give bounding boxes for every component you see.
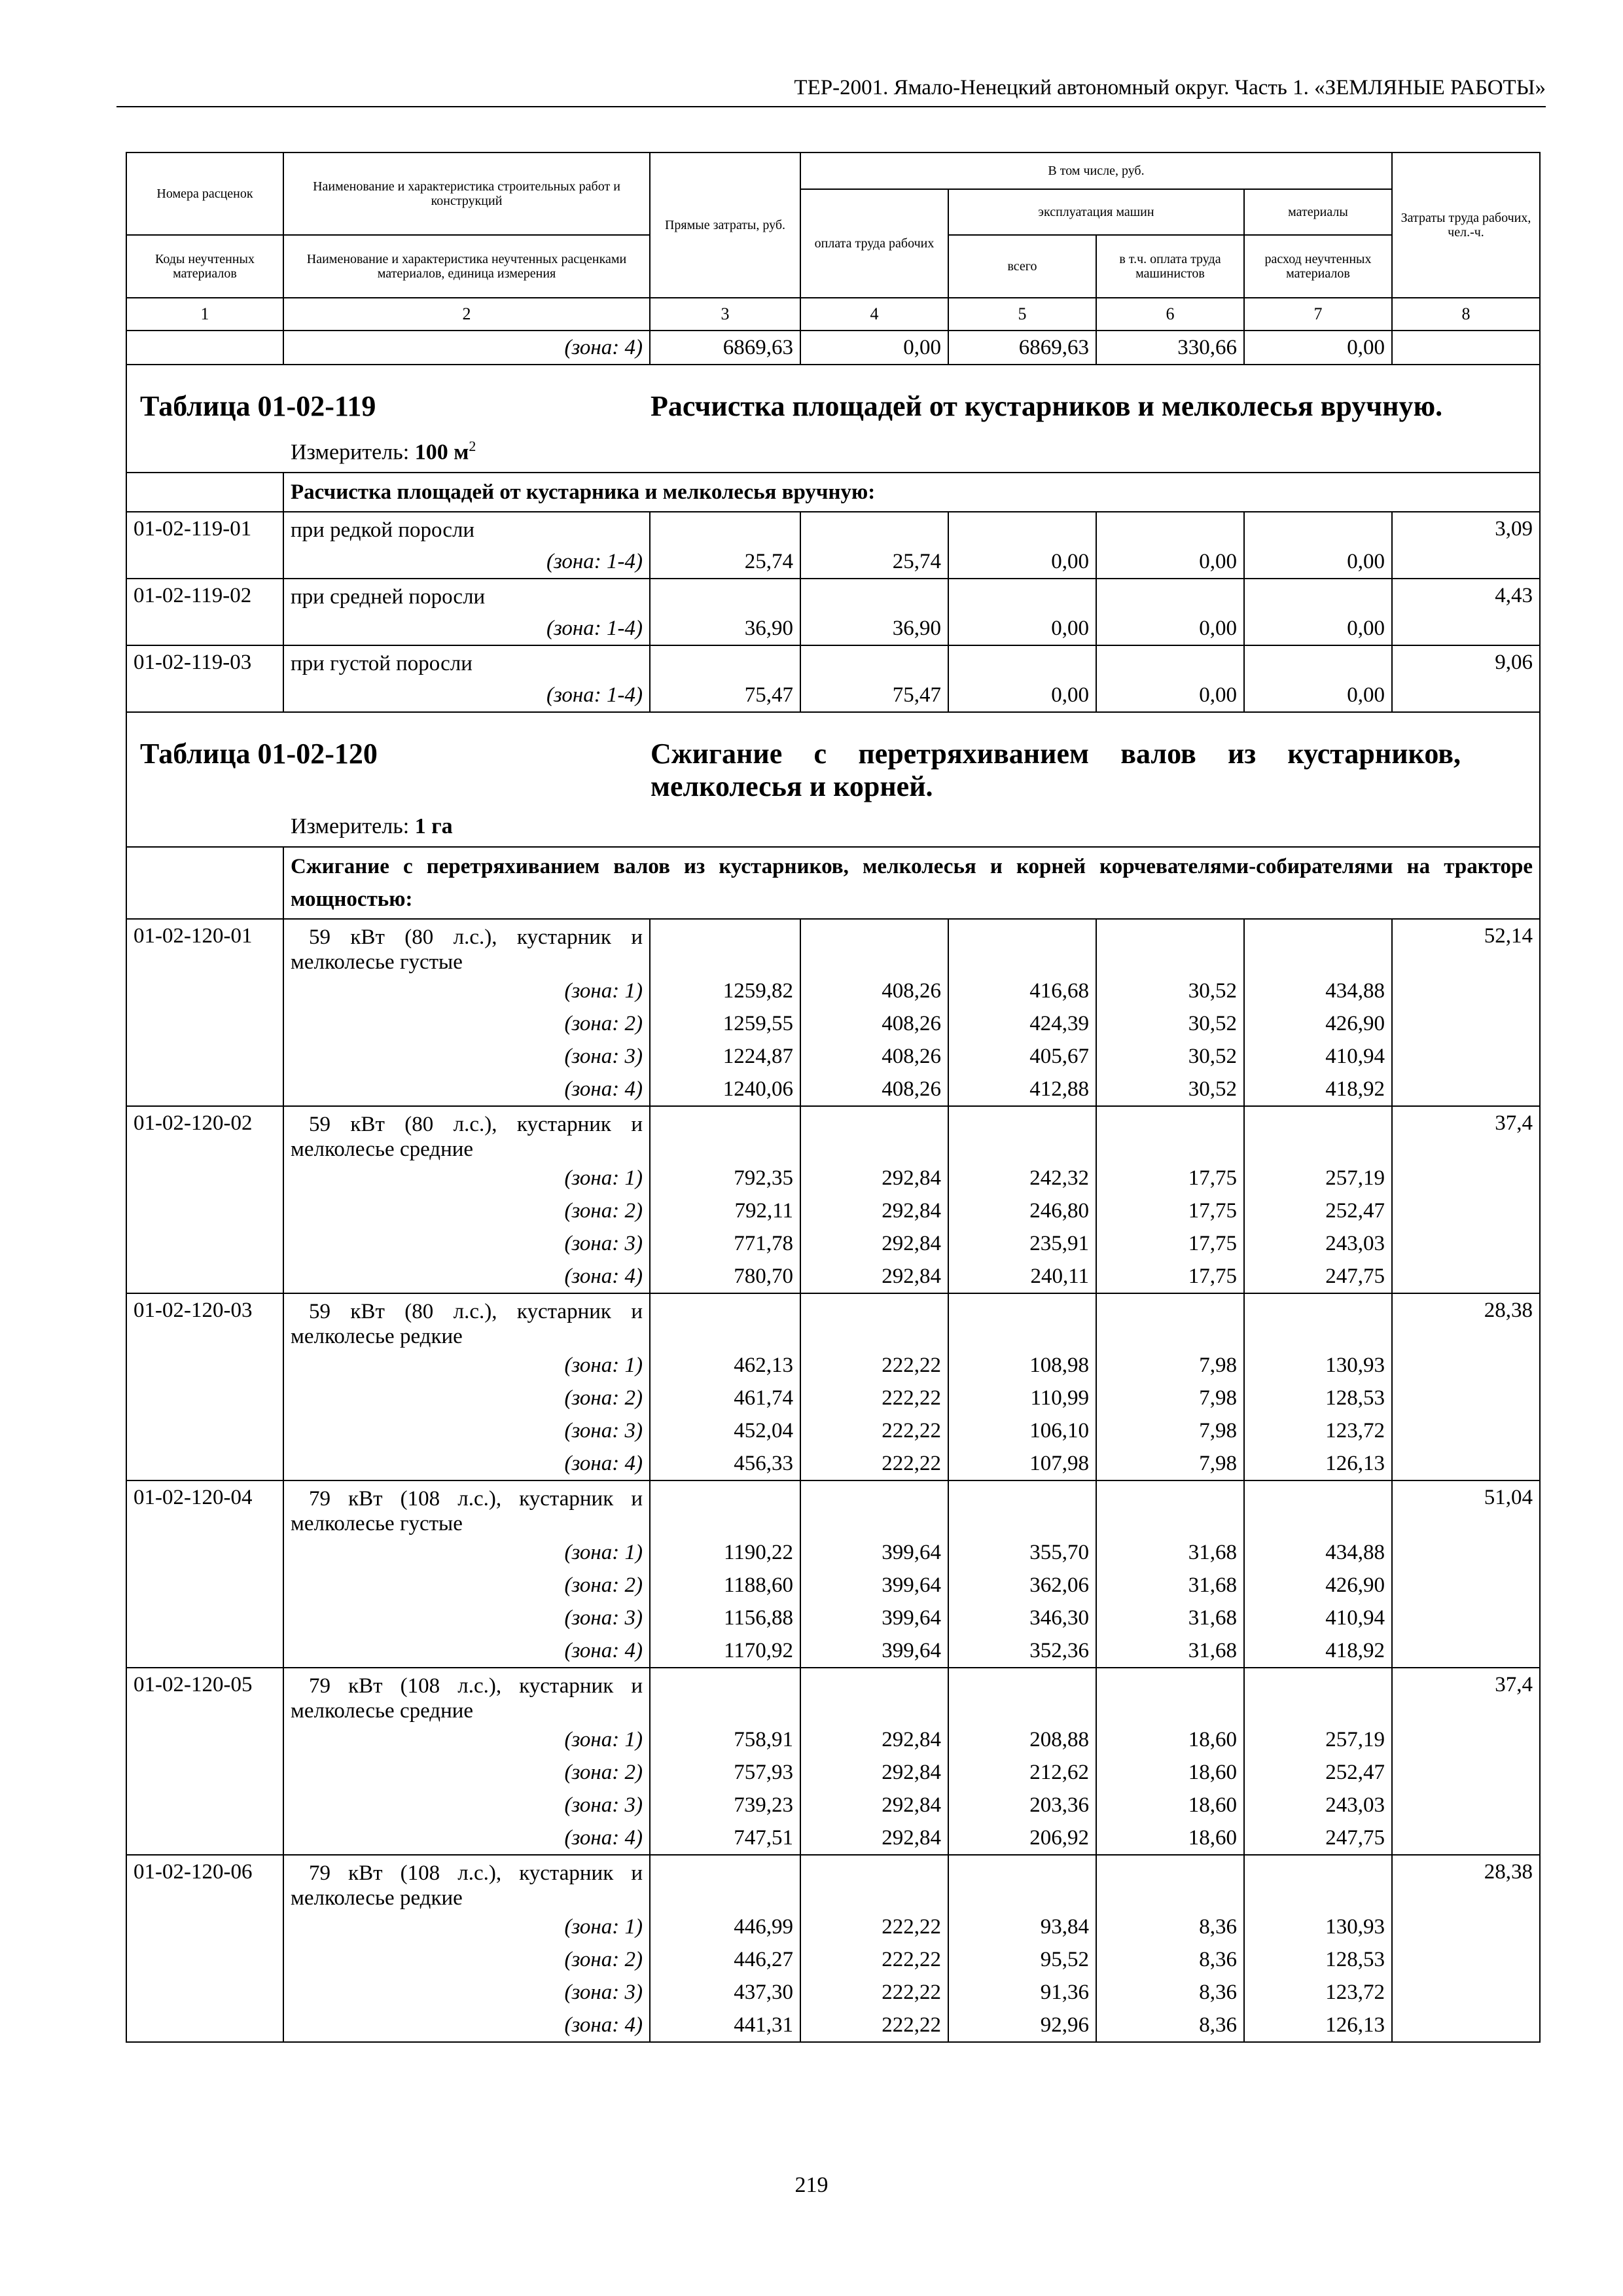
wages-cost: 408,26: [800, 1007, 948, 1040]
zone-label: (зона: 2): [283, 1756, 650, 1789]
machines-cost: 346,30: [948, 1602, 1096, 1634]
wages-cost: 292,84: [800, 1162, 948, 1194]
column-number: 6: [1096, 298, 1244, 331]
direct-cost: 1240,06: [650, 1073, 800, 1106]
zone-row: [126, 1569, 1540, 1602]
machines-cost: 6869,63: [948, 331, 1096, 365]
materials-cost: 247,75: [1244, 1260, 1392, 1293]
machinist-wages: 30,52: [1096, 1040, 1244, 1073]
labor-cost: 37,4: [1392, 1668, 1540, 1723]
materials-cost: 123,72: [1244, 1414, 1392, 1447]
direct-cost: 446,99: [650, 1910, 800, 1943]
machines-cost: 93,84: [948, 1910, 1096, 1943]
section-row: [126, 473, 1540, 512]
machines-cost: 0,00: [948, 612, 1096, 645]
machinist-wages: 7,98: [1096, 1414, 1244, 1447]
wages-cost: 292,84: [800, 1821, 948, 1855]
zone-label: (зона: 3): [283, 1227, 650, 1260]
zone-label: (зона: 1): [283, 1536, 650, 1569]
section-title: Сжигание с перетряхиванием валов из кустарников, мелколесья и корней корчевателями-собирателями на тракторе мощностью:: [283, 847, 1540, 919]
materials-cost: 243,03: [1244, 1789, 1392, 1821]
zone-row: [126, 1040, 1540, 1073]
col-header-machinist-wages: в т.ч. оплата труда машинистов: [1096, 235, 1244, 298]
machinist-wages: 18,60: [1096, 1789, 1244, 1821]
machinist-wages: 18,60: [1096, 1756, 1244, 1789]
machines-cost: 106,10: [948, 1414, 1096, 1447]
table-row: [126, 579, 1540, 612]
measure-value: 1 га: [414, 814, 453, 839]
wages-cost: 399,64: [800, 1536, 948, 1569]
zone-row: [126, 1073, 1540, 1106]
measure-label: Измеритель:: [291, 440, 410, 465]
machines-cost: 405,67: [948, 1040, 1096, 1073]
machinist-wages: 17,75: [1096, 1194, 1244, 1227]
machines-cost: 0,00: [948, 679, 1096, 712]
zone-label: (зона: 2): [283, 1194, 650, 1227]
table-row: [126, 1668, 1540, 1723]
materials-cost: 410,94: [1244, 1602, 1392, 1634]
column-number: 7: [1244, 298, 1392, 331]
measure-label: Измеритель:: [291, 814, 410, 839]
direct-cost: 1188,60: [650, 1569, 800, 1602]
direct-cost: 437,30: [650, 1976, 800, 2009]
machinist-wages: 18,60: [1096, 1821, 1244, 1855]
zone-row: [126, 1194, 1540, 1227]
zone-row: [126, 545, 1540, 579]
work-name: при редкой поросли: [283, 512, 650, 545]
running-title: ТЕР-2001. Ямало-Ненецкий автономный округ. Часть 1. «ЗЕМЛЯНЫЕ РАБОТЫ»: [794, 76, 1546, 99]
wages-cost: 292,84: [800, 1227, 948, 1260]
wages-cost: 399,64: [800, 1634, 948, 1668]
zone-row: [126, 679, 1540, 712]
materials-cost: 247,75: [1244, 1821, 1392, 1855]
machinist-wages: 30,52: [1096, 975, 1244, 1007]
zone-row: [126, 1447, 1540, 1480]
zone-label: (зона: 1-4): [283, 612, 650, 645]
column-number: 4: [800, 298, 948, 331]
work-name: при средней поросли: [283, 579, 650, 612]
work-name: 79 кВт (108 л.с.), кустарник и мелколесье редкие: [283, 1855, 650, 1910]
zone-label: (зона: 4): [283, 1447, 650, 1480]
direct-cost: 757,93: [650, 1756, 800, 1789]
col-header-name: Наименование и характеристика строительных работ и конструкций: [283, 152, 650, 235]
wages-cost: 292,84: [800, 1789, 948, 1821]
machinist-wages: 30,52: [1096, 1073, 1244, 1106]
machinist-wages: 17,75: [1096, 1227, 1244, 1260]
machinist-wages: 31,68: [1096, 1569, 1244, 1602]
table-119-heading-row: [126, 365, 1540, 473]
wages-cost: 222,22: [800, 1447, 948, 1480]
col-header-labor: Затраты труда рабочих, чел.-ч.: [1392, 152, 1540, 298]
materials-cost: 128,53: [1244, 1382, 1392, 1414]
zone-label: (зона: 2): [283, 1382, 650, 1414]
column-number: 1: [126, 298, 283, 331]
carry-row: [126, 331, 1540, 365]
wages-cost: 222,22: [800, 1943, 948, 1976]
zone-row: [126, 1723, 1540, 1756]
direct-cost: 747,51: [650, 1821, 800, 1855]
work-name: 79 кВт (108 л.с.), кустарник и мелколесье густые: [283, 1480, 650, 1536]
col-header-machines: эксплуатация машин: [948, 189, 1244, 235]
direct-cost: 792,35: [650, 1162, 800, 1194]
direct-cost: 462,13: [650, 1349, 800, 1382]
table-row: [126, 1106, 1540, 1162]
materials-cost: 0,00: [1244, 679, 1392, 712]
column-number: 3: [650, 298, 800, 331]
direct-cost: 456,33: [650, 1447, 800, 1480]
table-title: Расчистка площадей от кустарников и мелколесья вручную.: [651, 390, 1443, 422]
zone-row: [126, 1756, 1540, 1789]
wages-cost: 25,74: [800, 545, 948, 579]
wages-cost: 0,00: [800, 331, 948, 365]
work-name: 59 кВт (80 л.с.), кустарник и мелколесье редкие: [283, 1293, 650, 1349]
measure-value: 100 м: [414, 440, 469, 465]
materials-cost: 418,92: [1244, 1634, 1392, 1668]
materials-cost: 434,88: [1244, 1536, 1392, 1569]
zone-row: [126, 2009, 1540, 2042]
machinist-wages: 0,00: [1096, 679, 1244, 712]
col-header-num: Номера расценок: [126, 152, 283, 235]
wages-cost: 408,26: [800, 1040, 948, 1073]
materials-cost: 128,53: [1244, 1943, 1392, 1976]
zone-label: (зона: 1): [283, 975, 650, 1007]
machines-cost: 110,99: [948, 1382, 1096, 1414]
materials-cost: 0,00: [1244, 331, 1392, 365]
machinist-wages: 18,60: [1096, 1723, 1244, 1756]
zone-row: [126, 1943, 1540, 1976]
rate-code: 01-02-119-02: [126, 579, 283, 612]
machines-cost: 203,36: [948, 1789, 1096, 1821]
machines-cost: 362,06: [948, 1569, 1096, 1602]
zone-label: (зона: 3): [283, 1414, 650, 1447]
rate-code: 01-02-120-01: [126, 919, 283, 975]
machinist-wages: 31,68: [1096, 1536, 1244, 1569]
zone-row: [126, 1910, 1540, 1943]
zone-label: (зона: 1): [283, 1910, 650, 1943]
machines-cost: 355,70: [948, 1536, 1096, 1569]
zone-row: [126, 1634, 1540, 1668]
rate-code: 01-02-120-04: [126, 1480, 283, 1536]
direct-cost: 758,91: [650, 1723, 800, 1756]
zone-row: [126, 1162, 1540, 1194]
measure-unit: [291, 812, 1526, 841]
machines-cost: 424,39: [948, 1007, 1096, 1040]
zone-label: (зона: 1): [283, 1162, 650, 1194]
labor-cost: 37,4: [1392, 1106, 1540, 1162]
machinist-wages: 8,36: [1096, 1943, 1244, 1976]
zone-row: [126, 975, 1540, 1007]
direct-cost: 739,23: [650, 1789, 800, 1821]
col-header-codes: Коды неучтенных материалов: [126, 235, 283, 298]
rates-table: [126, 152, 1541, 2043]
rate-code: 01-02-120-06: [126, 1855, 283, 1910]
machinist-wages: 0,00: [1096, 612, 1244, 645]
machinist-wages: 30,52: [1096, 1007, 1244, 1040]
machines-cost: 107,98: [948, 1447, 1096, 1480]
machinist-wages: 0,00: [1096, 545, 1244, 579]
zone-row: [126, 1789, 1540, 1821]
zone-row: [126, 1227, 1540, 1260]
wages-cost: 399,64: [800, 1569, 948, 1602]
direct-cost: 1259,82: [650, 975, 800, 1007]
zone-label: (зона: 4): [283, 1634, 650, 1668]
machines-cost: 92,96: [948, 2009, 1096, 2042]
materials-cost: 257,19: [1244, 1162, 1392, 1194]
zone-row: [126, 612, 1540, 645]
materials-cost: 426,90: [1244, 1007, 1392, 1040]
machinist-wages: 8,36: [1096, 2009, 1244, 2042]
page-number: 219: [794, 2173, 829, 2197]
col-header-materials: материалы: [1244, 189, 1392, 235]
rate-code: 01-02-119-01: [126, 512, 283, 545]
zone-label: (зона: 3): [283, 1602, 650, 1634]
wages-cost: 222,22: [800, 1349, 948, 1382]
direct-cost: 441,31: [650, 2009, 800, 2042]
zone-label: (зона: 1-4): [283, 679, 650, 712]
table-number: Таблица 01-02-119: [140, 390, 376, 422]
direct-cost: 36,90: [650, 612, 800, 645]
machinist-wages: 8,36: [1096, 1910, 1244, 1943]
machines-cost: 91,36: [948, 1976, 1096, 2009]
materials-cost: 410,94: [1244, 1040, 1392, 1073]
wages-cost: 399,64: [800, 1602, 948, 1634]
materials-cost: 257,19: [1244, 1723, 1392, 1756]
direct-cost: 75,47: [650, 679, 800, 712]
table-row: [126, 645, 1540, 679]
machinist-wages: 330,66: [1096, 331, 1244, 365]
direct-cost: 452,04: [650, 1414, 800, 1447]
wages-cost: 222,22: [800, 1382, 948, 1414]
column-numbers-row: [126, 298, 1540, 331]
table-row: [126, 919, 1540, 975]
materials-cost: 434,88: [1244, 975, 1392, 1007]
machinist-wages: 7,98: [1096, 1447, 1244, 1480]
zone-label: (зона: 4): [283, 1821, 650, 1855]
machines-cost: 206,92: [948, 1821, 1096, 1855]
materials-cost: 252,47: [1244, 1194, 1392, 1227]
direct-cost: 1259,55: [650, 1007, 800, 1040]
machinist-wages: 17,75: [1096, 1260, 1244, 1293]
wages-cost: 292,84: [800, 1194, 948, 1227]
zone-label: (зона: 1): [283, 1349, 650, 1382]
direct-cost: 461,74: [650, 1382, 800, 1414]
machinist-wages: 31,68: [1096, 1634, 1244, 1668]
section-title: Расчистка площадей от кустарника и мелколесья вручную:: [283, 473, 1540, 512]
wages-cost: 408,26: [800, 1073, 948, 1106]
materials-cost: 126,13: [1244, 1447, 1392, 1480]
zone-label: (зона: 1-4): [283, 545, 650, 579]
wages-cost: 75,47: [800, 679, 948, 712]
materials-cost: 130,93: [1244, 1910, 1392, 1943]
col-header-wages: оплата труда рабочих: [800, 189, 948, 298]
materials-cost: 126,13: [1244, 2009, 1392, 2042]
zone-label: (зона: 1): [283, 1723, 650, 1756]
zone-row: [126, 1602, 1540, 1634]
column-number: 2: [283, 298, 650, 331]
zone-row: [126, 1976, 1540, 2009]
labor-cost: 52,14: [1392, 919, 1540, 975]
wages-cost: 222,22: [800, 1414, 948, 1447]
zone-row: [126, 1349, 1540, 1382]
col-header-including: В том числе, руб.: [800, 152, 1392, 189]
work-name: при густой поросли: [283, 645, 650, 679]
machines-cost: 0,00: [948, 545, 1096, 579]
direct-cost: 1224,87: [650, 1040, 800, 1073]
machines-cost: 240,11: [948, 1260, 1096, 1293]
table-header: [126, 152, 1540, 331]
materials-cost: 123,72: [1244, 1976, 1392, 2009]
direct-cost: 1190,22: [650, 1536, 800, 1569]
measure-superscript: 2: [469, 438, 476, 454]
machines-cost: 352,36: [948, 1634, 1096, 1668]
zone-label: (зона: 4): [283, 1260, 650, 1293]
zone-row: [126, 1382, 1540, 1414]
materials-cost: 130,93: [1244, 1349, 1392, 1382]
wages-cost: 292,84: [800, 1723, 948, 1756]
col-header-name-unaccounted: Наименование и характеристика неучтенных расценками материалов, единица измерения: [283, 235, 650, 298]
zone-label: (зона: 2): [283, 1943, 650, 1976]
zone-row: [126, 1536, 1540, 1569]
wages-cost: 292,84: [800, 1260, 948, 1293]
machinist-wages: 17,75: [1096, 1162, 1244, 1194]
materials-cost: 252,47: [1244, 1756, 1392, 1789]
machines-cost: 412,88: [948, 1073, 1096, 1106]
col-header-machines-total: всего: [948, 235, 1096, 298]
table-row: [126, 1855, 1540, 1910]
column-number: 5: [948, 298, 1096, 331]
machines-cost: 235,91: [948, 1227, 1096, 1260]
zone-row: [126, 1007, 1540, 1040]
zone-label: (зона: 3): [283, 1040, 650, 1073]
table-title: Сжигание с перетряхиванием валов из кустарников, мелколесья и корней.: [651, 738, 1461, 803]
wages-cost: 222,22: [800, 1976, 948, 2009]
zone-row: [126, 1260, 1540, 1293]
wages-cost: 408,26: [800, 975, 948, 1007]
wages-cost: 222,22: [800, 1910, 948, 1943]
materials-cost: 0,00: [1244, 612, 1392, 645]
direct-cost: 771,78: [650, 1227, 800, 1260]
machines-cost: 95,52: [948, 1943, 1096, 1976]
materials-cost: 243,03: [1244, 1227, 1392, 1260]
table-120-heading-row: [126, 712, 1540, 847]
direct-cost: 780,70: [650, 1260, 800, 1293]
work-name: 59 кВт (80 л.с.), кустарник и мелколесье густые: [283, 919, 650, 975]
labor-cost: 3,09: [1392, 512, 1540, 545]
work-name: 79 кВт (108 л.с.), кустарник и мелколесье средние: [283, 1668, 650, 1723]
table-row: [126, 1293, 1540, 1349]
machines-cost: 416,68: [948, 975, 1096, 1007]
machines-cost: 108,98: [948, 1349, 1096, 1382]
rate-code: 01-02-120-03: [126, 1293, 283, 1349]
zone-label: (зона: 2): [283, 1569, 650, 1602]
direct-cost: 446,27: [650, 1943, 800, 1976]
table-number: Таблица 01-02-120: [140, 738, 378, 770]
machines-cost: 212,62: [948, 1756, 1096, 1789]
section-row: [126, 847, 1540, 919]
work-name: 59 кВт (80 л.с.), кустарник и мелколесье средние: [283, 1106, 650, 1162]
measure-unit: [291, 432, 1526, 467]
column-number: 8: [1392, 298, 1540, 331]
rate-code: 01-02-120-02: [126, 1106, 283, 1162]
direct-cost: 1170,92: [650, 1634, 800, 1668]
wages-cost: 292,84: [800, 1756, 948, 1789]
machinist-wages: 7,98: [1096, 1349, 1244, 1382]
machinist-wages: 7,98: [1096, 1382, 1244, 1414]
materials-cost: 0,00: [1244, 545, 1392, 579]
zone-label: (зона: 4): [283, 1073, 650, 1106]
materials-cost: 418,92: [1244, 1073, 1392, 1106]
running-header: [116, 73, 1546, 107]
direct-cost: 1156,88: [650, 1602, 800, 1634]
machinist-wages: 8,36: [1096, 1976, 1244, 2009]
machines-cost: 246,80: [948, 1194, 1096, 1227]
table-body: [126, 331, 1540, 2042]
machinist-wages: 31,68: [1096, 1602, 1244, 1634]
zone-label: (зона: 4): [283, 2009, 650, 2042]
col-header-direct: Прямые затраты, руб.: [650, 152, 800, 298]
table-row: [126, 1480, 1540, 1536]
direct-cost: 6869,63: [650, 331, 800, 365]
zone-label: (зона: 4): [283, 331, 650, 365]
direct-cost: 25,74: [650, 545, 800, 579]
machines-cost: 242,32: [948, 1162, 1096, 1194]
col-header-materials-unaccounted: расход неучтенных материалов: [1244, 235, 1392, 298]
zone-label: (зона: 2): [283, 1007, 650, 1040]
materials-cost: 426,90: [1244, 1569, 1392, 1602]
wages-cost: 222,22: [800, 2009, 948, 2042]
rate-code: 01-02-120-05: [126, 1668, 283, 1723]
zone-label: (зона: 3): [283, 1789, 650, 1821]
machines-cost: 208,88: [948, 1723, 1096, 1756]
zone-row: [126, 1414, 1540, 1447]
rate-code: 01-02-119-03: [126, 645, 283, 679]
labor-cost: 9,06: [1392, 645, 1540, 679]
table-row: [126, 512, 1540, 545]
zone-row: [126, 1821, 1540, 1855]
labor-cost: 28,38: [1392, 1855, 1540, 1910]
zone-label: (зона: 3): [283, 1976, 650, 2009]
wages-cost: 36,90: [800, 612, 948, 645]
direct-cost: 792,11: [650, 1194, 800, 1227]
labor-cost: 28,38: [1392, 1293, 1540, 1349]
labor-cost: 51,04: [1392, 1480, 1540, 1536]
labor-cost: 4,43: [1392, 579, 1540, 612]
